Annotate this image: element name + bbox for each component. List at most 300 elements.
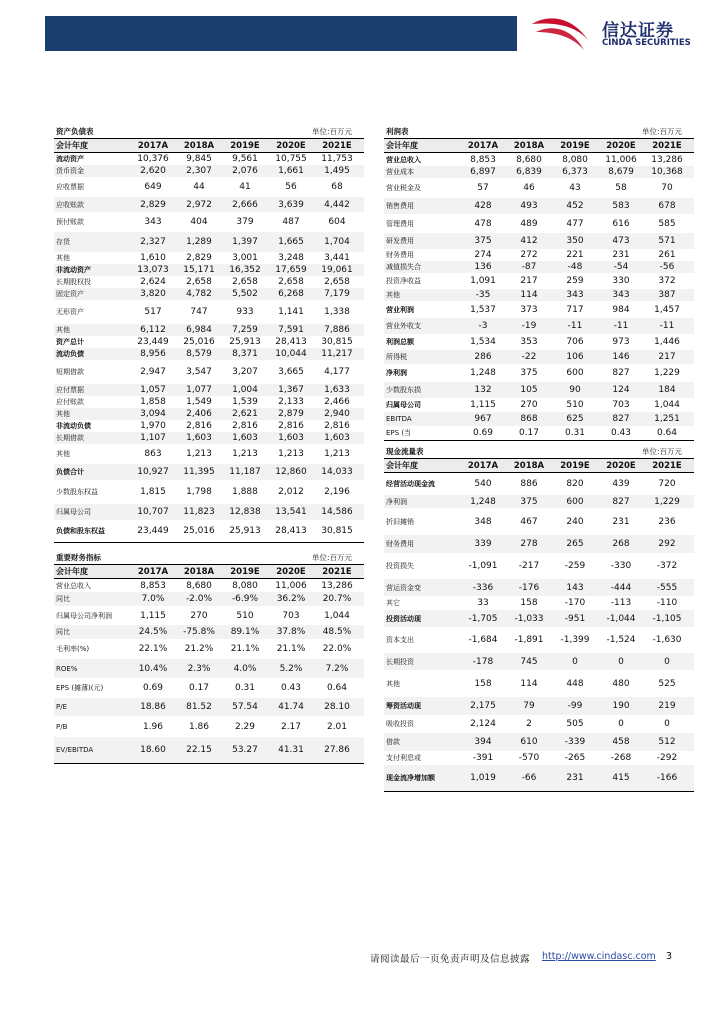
row-value: -391 (472, 753, 494, 763)
table-row (54, 737, 364, 763)
row-value: 11,006 (605, 154, 637, 165)
row-value: 1,213 (278, 449, 304, 459)
row-value: 236 (658, 516, 676, 527)
row-value: -3 (478, 321, 488, 331)
row-value: -259 (564, 561, 586, 571)
row-value: -217 (518, 561, 540, 571)
balance-sheet-table (54, 124, 364, 543)
header-year: 2019E (560, 140, 590, 151)
table-row (384, 579, 694, 596)
logo-text-cn: 信达证券 (602, 21, 674, 41)
row-value: 2,307 (186, 166, 212, 176)
row-label: 负债合计 (56, 468, 84, 476)
row-value: 11,187 (229, 467, 261, 477)
header-year: 2018A (183, 140, 215, 151)
header-year: 2017A (467, 460, 499, 471)
table-row (54, 408, 364, 420)
row-value: -951 (564, 613, 586, 624)
footer-disclaimer: 请阅读最后一页免责声明及信息披露 (370, 954, 531, 965)
row-value: 1,603 (232, 433, 258, 443)
row-label: EV/EBITDA (56, 746, 94, 754)
table-row (384, 364, 694, 382)
row-value: 274 (474, 250, 492, 260)
row-value: 1,603 (186, 433, 212, 443)
table-row (54, 420, 364, 432)
row-label: 长期投资 (386, 657, 414, 666)
table-row (54, 252, 364, 264)
row-label: 投资活动现 (386, 614, 421, 623)
header-year: 2021E (652, 140, 682, 151)
row-value: 8,679 (608, 167, 634, 177)
row-value: 0.17 (518, 428, 540, 438)
row-value: 10,368 (651, 167, 683, 177)
row-value: 231 (612, 516, 630, 527)
row-value: 616 (612, 218, 630, 229)
table-row (384, 596, 694, 610)
row-value: 0 (572, 656, 578, 667)
row-value: 2,972 (186, 199, 212, 210)
row-value: 933 (236, 307, 254, 317)
header-year: 2019E (560, 460, 590, 471)
row-value: 583 (612, 201, 630, 211)
row-value: 190 (612, 701, 630, 711)
table-unit: 单位:百万元 (641, 447, 682, 456)
row-value: 571 (658, 236, 676, 246)
row-value: 585 (658, 218, 676, 229)
row-value: 278 (520, 539, 538, 549)
row-label: 货币资金 (56, 167, 84, 175)
row-label: 预付账款 (56, 218, 84, 226)
row-value: 2,816 (278, 421, 304, 431)
row-value: 1,397 (232, 237, 258, 247)
row-value: 0 (664, 719, 670, 729)
row-value: 261 (658, 250, 676, 260)
row-value: 375 (520, 368, 538, 378)
row-value: 1,004 (232, 385, 258, 395)
row-value: 458 (612, 737, 630, 747)
row-value: 387 (658, 290, 676, 300)
row-label: 经营活动现金流 (386, 480, 435, 488)
row-label: 流动资产 (56, 155, 84, 163)
table-row (54, 197, 364, 212)
row-value: 820 (566, 479, 584, 489)
row-value: 467 (520, 516, 538, 527)
row-value: 3,207 (232, 367, 258, 377)
row-value: 8,853 (140, 580, 166, 591)
table-row (384, 318, 694, 334)
row-label: 研发费用 (386, 237, 414, 245)
row-value: 43 (569, 183, 581, 193)
row-value: 22.1% (138, 644, 168, 654)
row-value: -178 (472, 656, 494, 667)
row-label: 折旧摊销 (386, 517, 414, 526)
row-value: 1,661 (278, 166, 304, 176)
row-label: EBITDA (386, 415, 412, 423)
row-value: 7,259 (232, 325, 258, 335)
row-value: 2,133 (278, 397, 304, 407)
table-row (384, 610, 694, 627)
row-value: 0.17 (188, 683, 210, 693)
row-value: 745 (520, 656, 538, 667)
row-label: 应收票据 (56, 183, 84, 191)
row-value: -75.8% (183, 627, 215, 637)
row-value: 703 (612, 400, 630, 410)
cinda-logo (528, 14, 708, 54)
row-value: 25,016 (183, 526, 215, 536)
row-label: 筹资活动现 (386, 702, 421, 710)
row-value: 339 (474, 539, 492, 549)
row-label: 非流动负债 (56, 422, 91, 430)
table-row (384, 412, 694, 426)
row-value: 0.31 (564, 428, 586, 438)
row-value: 9,561 (232, 154, 258, 164)
table-row (54, 639, 364, 659)
row-value: 1,495 (324, 166, 350, 176)
row-value: 16,352 (229, 265, 261, 275)
table-row (384, 382, 694, 398)
table-unit: 单位:百万元 (311, 127, 352, 136)
row-value: 404 (190, 217, 208, 227)
row-value: 1,633 (324, 385, 350, 395)
logo-swoosh-icon (528, 14, 600, 54)
table-row (384, 153, 694, 166)
row-value: 827 (612, 496, 630, 507)
row-label: 短期借款 (56, 368, 84, 376)
table-title: 现金流量表 (386, 447, 424, 456)
row-value: 1,549 (186, 397, 212, 407)
row-value: 2,624 (140, 277, 166, 287)
row-value: 2,658 (186, 277, 212, 287)
row-value: 2,076 (232, 166, 258, 176)
row-value: -35 (475, 290, 491, 300)
row-label: 投资损失 (386, 562, 414, 570)
row-value: 25,913 (229, 526, 261, 536)
row-value: 25,016 (183, 337, 215, 347)
table-row (384, 350, 694, 364)
row-value: 1,457 (654, 304, 680, 315)
row-value: 270 (190, 610, 208, 621)
cash-flow-table (384, 444, 694, 792)
row-label: 销售费用 (386, 202, 414, 210)
table-unit: 单位:百万元 (311, 553, 352, 562)
row-value: 23,449 (137, 337, 169, 347)
table-bottom-rule (384, 791, 694, 792)
row-value: 124 (612, 385, 630, 395)
row-value: 8,579 (186, 349, 212, 359)
row-value: 1,665 (278, 237, 304, 247)
row-value: 6,839 (516, 167, 542, 177)
row-value: 1,019 (470, 773, 496, 783)
row-label: 营业外收支 (386, 322, 421, 330)
row-value: 8,680 (516, 154, 542, 165)
table-header-row (384, 138, 694, 153)
row-value: 343 (144, 217, 162, 227)
row-value: -268 (610, 753, 632, 763)
row-label: 营业税金及 (386, 184, 421, 192)
row-value: 21.2% (184, 644, 214, 654)
row-value: 56 (285, 182, 297, 192)
row-value: 2,940 (324, 409, 350, 419)
row-value: 477 (566, 218, 584, 229)
row-label: 营业成本 (386, 168, 414, 176)
row-value: 1,213 (232, 449, 258, 459)
row-value: 36.2% (276, 594, 306, 604)
header-year: 2020E (606, 460, 636, 471)
row-value: 1,229 (654, 368, 680, 378)
row-value: 7.0% (141, 594, 165, 604)
row-value: -48 (567, 262, 583, 272)
row-value: 3,547 (186, 367, 212, 377)
row-value: 2,658 (278, 277, 304, 287)
table-title: 资产负债表 (56, 127, 94, 136)
row-value: 375 (520, 496, 538, 507)
header-year: 2018A (183, 566, 215, 577)
row-label: 资产总计 (56, 338, 84, 346)
table-row (54, 520, 364, 542)
row-value: 48.5% (322, 627, 352, 637)
row-value: 1,798 (186, 487, 212, 497)
row-value: 1,537 (470, 304, 496, 315)
table-row (54, 264, 364, 276)
row-value: 1,057 (140, 385, 166, 395)
table-row (384, 697, 694, 715)
row-label: 其它 (386, 599, 400, 607)
row-value: -110 (656, 598, 678, 608)
row-value: 412 (520, 236, 538, 246)
row-label: 减值损失合 (386, 263, 421, 271)
row-value: 57 (477, 183, 489, 193)
table-row (54, 480, 364, 504)
row-value: 10,376 (137, 154, 169, 164)
table-row (384, 301, 694, 318)
row-value: 105 (520, 385, 538, 395)
row-value: 22.0% (322, 644, 352, 654)
row-value: 5,502 (232, 289, 258, 299)
row-value: 517 (144, 307, 162, 317)
row-value: 863 (144, 449, 162, 459)
row-value: 70 (661, 183, 673, 193)
row-value: 41.31 (278, 745, 304, 755)
row-label: 吸收投资 (386, 720, 414, 728)
row-value: -265 (564, 753, 586, 763)
row-value: 6,268 (278, 289, 304, 299)
row-value: 1,044 (654, 400, 680, 410)
row-value: -1,033 (514, 613, 544, 624)
table-row (54, 678, 364, 698)
row-label: 少数股东权益 (56, 488, 98, 496)
row-value: 3,441 (324, 253, 350, 263)
table-title-bar (54, 124, 364, 138)
row-value: 2,620 (140, 166, 166, 176)
row-value: 2,816 (232, 421, 258, 431)
row-value: 2,406 (186, 409, 212, 419)
row-value: 1,289 (186, 237, 212, 247)
row-value: 678 (658, 201, 676, 211)
row-value: 231 (612, 250, 630, 260)
row-value: 8,080 (562, 154, 588, 165)
footer-url-link[interactable]: http://www.cindasc.com (542, 951, 656, 962)
row-value: 967 (474, 414, 492, 424)
row-label: 负债和股东权益 (56, 527, 105, 535)
row-value: 265 (566, 539, 584, 549)
row-value: 3,820 (140, 289, 166, 299)
row-value: 1,888 (232, 487, 258, 497)
row-value: 8,853 (470, 154, 496, 165)
row-value: 510 (236, 610, 254, 621)
row-value: 23,449 (137, 526, 169, 536)
row-value: 8,956 (140, 349, 166, 359)
row-value: 2,816 (186, 421, 212, 431)
row-value: 473 (612, 236, 630, 246)
table-row (54, 432, 364, 444)
row-value: 41 (239, 182, 251, 192)
row-value: 1.86 (188, 721, 210, 732)
row-value: 20.7% (322, 594, 352, 604)
row-value: 11,823 (183, 507, 215, 517)
row-label: 归属母公司 (56, 508, 91, 516)
row-value: 0 (664, 656, 670, 667)
row-value: -1,630 (652, 635, 682, 645)
row-value: 0.31 (234, 683, 256, 693)
income-statement-table (384, 124, 694, 441)
row-label: EPS (摊薄)(元) (56, 684, 104, 692)
row-label: 同比 (56, 628, 70, 636)
table-row (54, 324, 364, 336)
row-value: 2,816 (324, 421, 350, 431)
row-value: 6,984 (186, 325, 212, 335)
row-value: 33 (477, 598, 489, 608)
row-value: -87 (521, 262, 537, 272)
row-value: 10.4% (138, 663, 168, 674)
header-year: 2018A (513, 140, 545, 151)
header-year: 2021E (652, 460, 682, 471)
row-value: 512 (658, 737, 676, 747)
row-value: 2,658 (232, 277, 258, 287)
row-value: 79 (523, 701, 535, 711)
row-value: 8,080 (232, 580, 258, 591)
row-value: 1,603 (324, 433, 350, 443)
row-value: 132 (474, 385, 492, 395)
row-value: 7.2% (325, 663, 349, 674)
row-label: 投资净收益 (386, 277, 421, 285)
row-value: 984 (612, 304, 630, 315)
table-row (384, 653, 694, 670)
row-value: 3,094 (140, 409, 166, 419)
table-row (54, 716, 364, 737)
row-value: 4,442 (324, 199, 350, 210)
row-value: 1,077 (186, 385, 212, 395)
table-row (384, 166, 694, 178)
row-value: 4,782 (186, 289, 212, 299)
row-value: 827 (612, 414, 630, 424)
row-value: 114 (520, 290, 538, 300)
row-label: 长期借款 (56, 434, 84, 442)
table-title-bar (384, 124, 694, 138)
row-value: 53.27 (232, 745, 258, 755)
row-value: 11,006 (275, 580, 307, 591)
row-value: 2,175 (470, 701, 496, 711)
row-value: 22.15 (186, 745, 212, 755)
header-year: 2021E (322, 140, 352, 151)
row-value: 0.43 (280, 683, 302, 693)
row-value: 37.8% (276, 627, 306, 637)
header-label: 会计年度 (386, 461, 418, 470)
row-value: 2,327 (140, 237, 166, 247)
row-value: 158 (520, 598, 538, 608)
row-label: 净利润 (386, 497, 407, 506)
row-label: 支付利息或 (386, 754, 421, 762)
header-year: 2020E (276, 566, 306, 577)
row-value: 24.5% (138, 627, 168, 637)
row-value: 525 (658, 678, 676, 689)
row-value: 272 (520, 250, 538, 260)
row-label: EPS (当 (386, 429, 412, 437)
table-row (384, 198, 694, 214)
row-value: 10,755 (275, 154, 307, 164)
row-value: 1,229 (654, 496, 680, 507)
table-row (384, 495, 694, 508)
table-row (384, 289, 694, 301)
row-value: 1,338 (324, 307, 350, 317)
table-title-bar (54, 550, 364, 564)
row-value: -2.0% (185, 594, 213, 604)
table-row (54, 276, 364, 288)
row-label: 固定资产 (56, 290, 84, 298)
row-value: 2,466 (324, 397, 350, 407)
row-value: 1,115 (470, 400, 496, 410)
table-row (384, 733, 694, 751)
row-value: 415 (612, 773, 630, 783)
header-year: 2020E (276, 140, 306, 151)
header-year: 2017A (137, 566, 169, 577)
table-row (54, 348, 364, 360)
row-value: -66 (521, 773, 537, 783)
row-value: 136 (474, 262, 492, 272)
row-value: 259 (566, 276, 584, 286)
row-value: 0.43 (610, 428, 632, 438)
row-label: 应收账款 (56, 200, 84, 209)
table-row (384, 249, 694, 261)
table-row (54, 396, 364, 408)
table-row (54, 504, 364, 520)
key-metrics-table (54, 550, 364, 764)
row-value: 240 (566, 516, 584, 527)
row-value: 0.69 (142, 683, 164, 693)
row-value: -22 (521, 352, 537, 362)
row-value: -99 (567, 701, 583, 711)
row-label: 所得税 (386, 353, 407, 361)
row-value: 1,115 (140, 610, 166, 621)
row-value: 1,858 (140, 397, 166, 407)
row-value: 7,886 (324, 325, 350, 335)
row-value: 292 (658, 539, 676, 549)
row-value: -19 (521, 321, 537, 331)
row-value: 4.0% (233, 663, 257, 674)
row-value: 8,371 (232, 349, 258, 359)
row-value: 510 (566, 400, 584, 410)
row-value: -113 (610, 598, 632, 608)
row-value: 2,666 (232, 199, 258, 210)
row-label: 其他 (56, 326, 70, 334)
row-value: 343 (612, 290, 630, 300)
table-row (54, 212, 364, 232)
row-value: -372 (656, 561, 678, 571)
row-value: 89.1% (230, 627, 260, 637)
row-value: 717 (566, 304, 584, 315)
row-value: 1,044 (324, 610, 350, 621)
row-label: 同比 (56, 595, 70, 603)
row-value: 270 (520, 400, 538, 410)
